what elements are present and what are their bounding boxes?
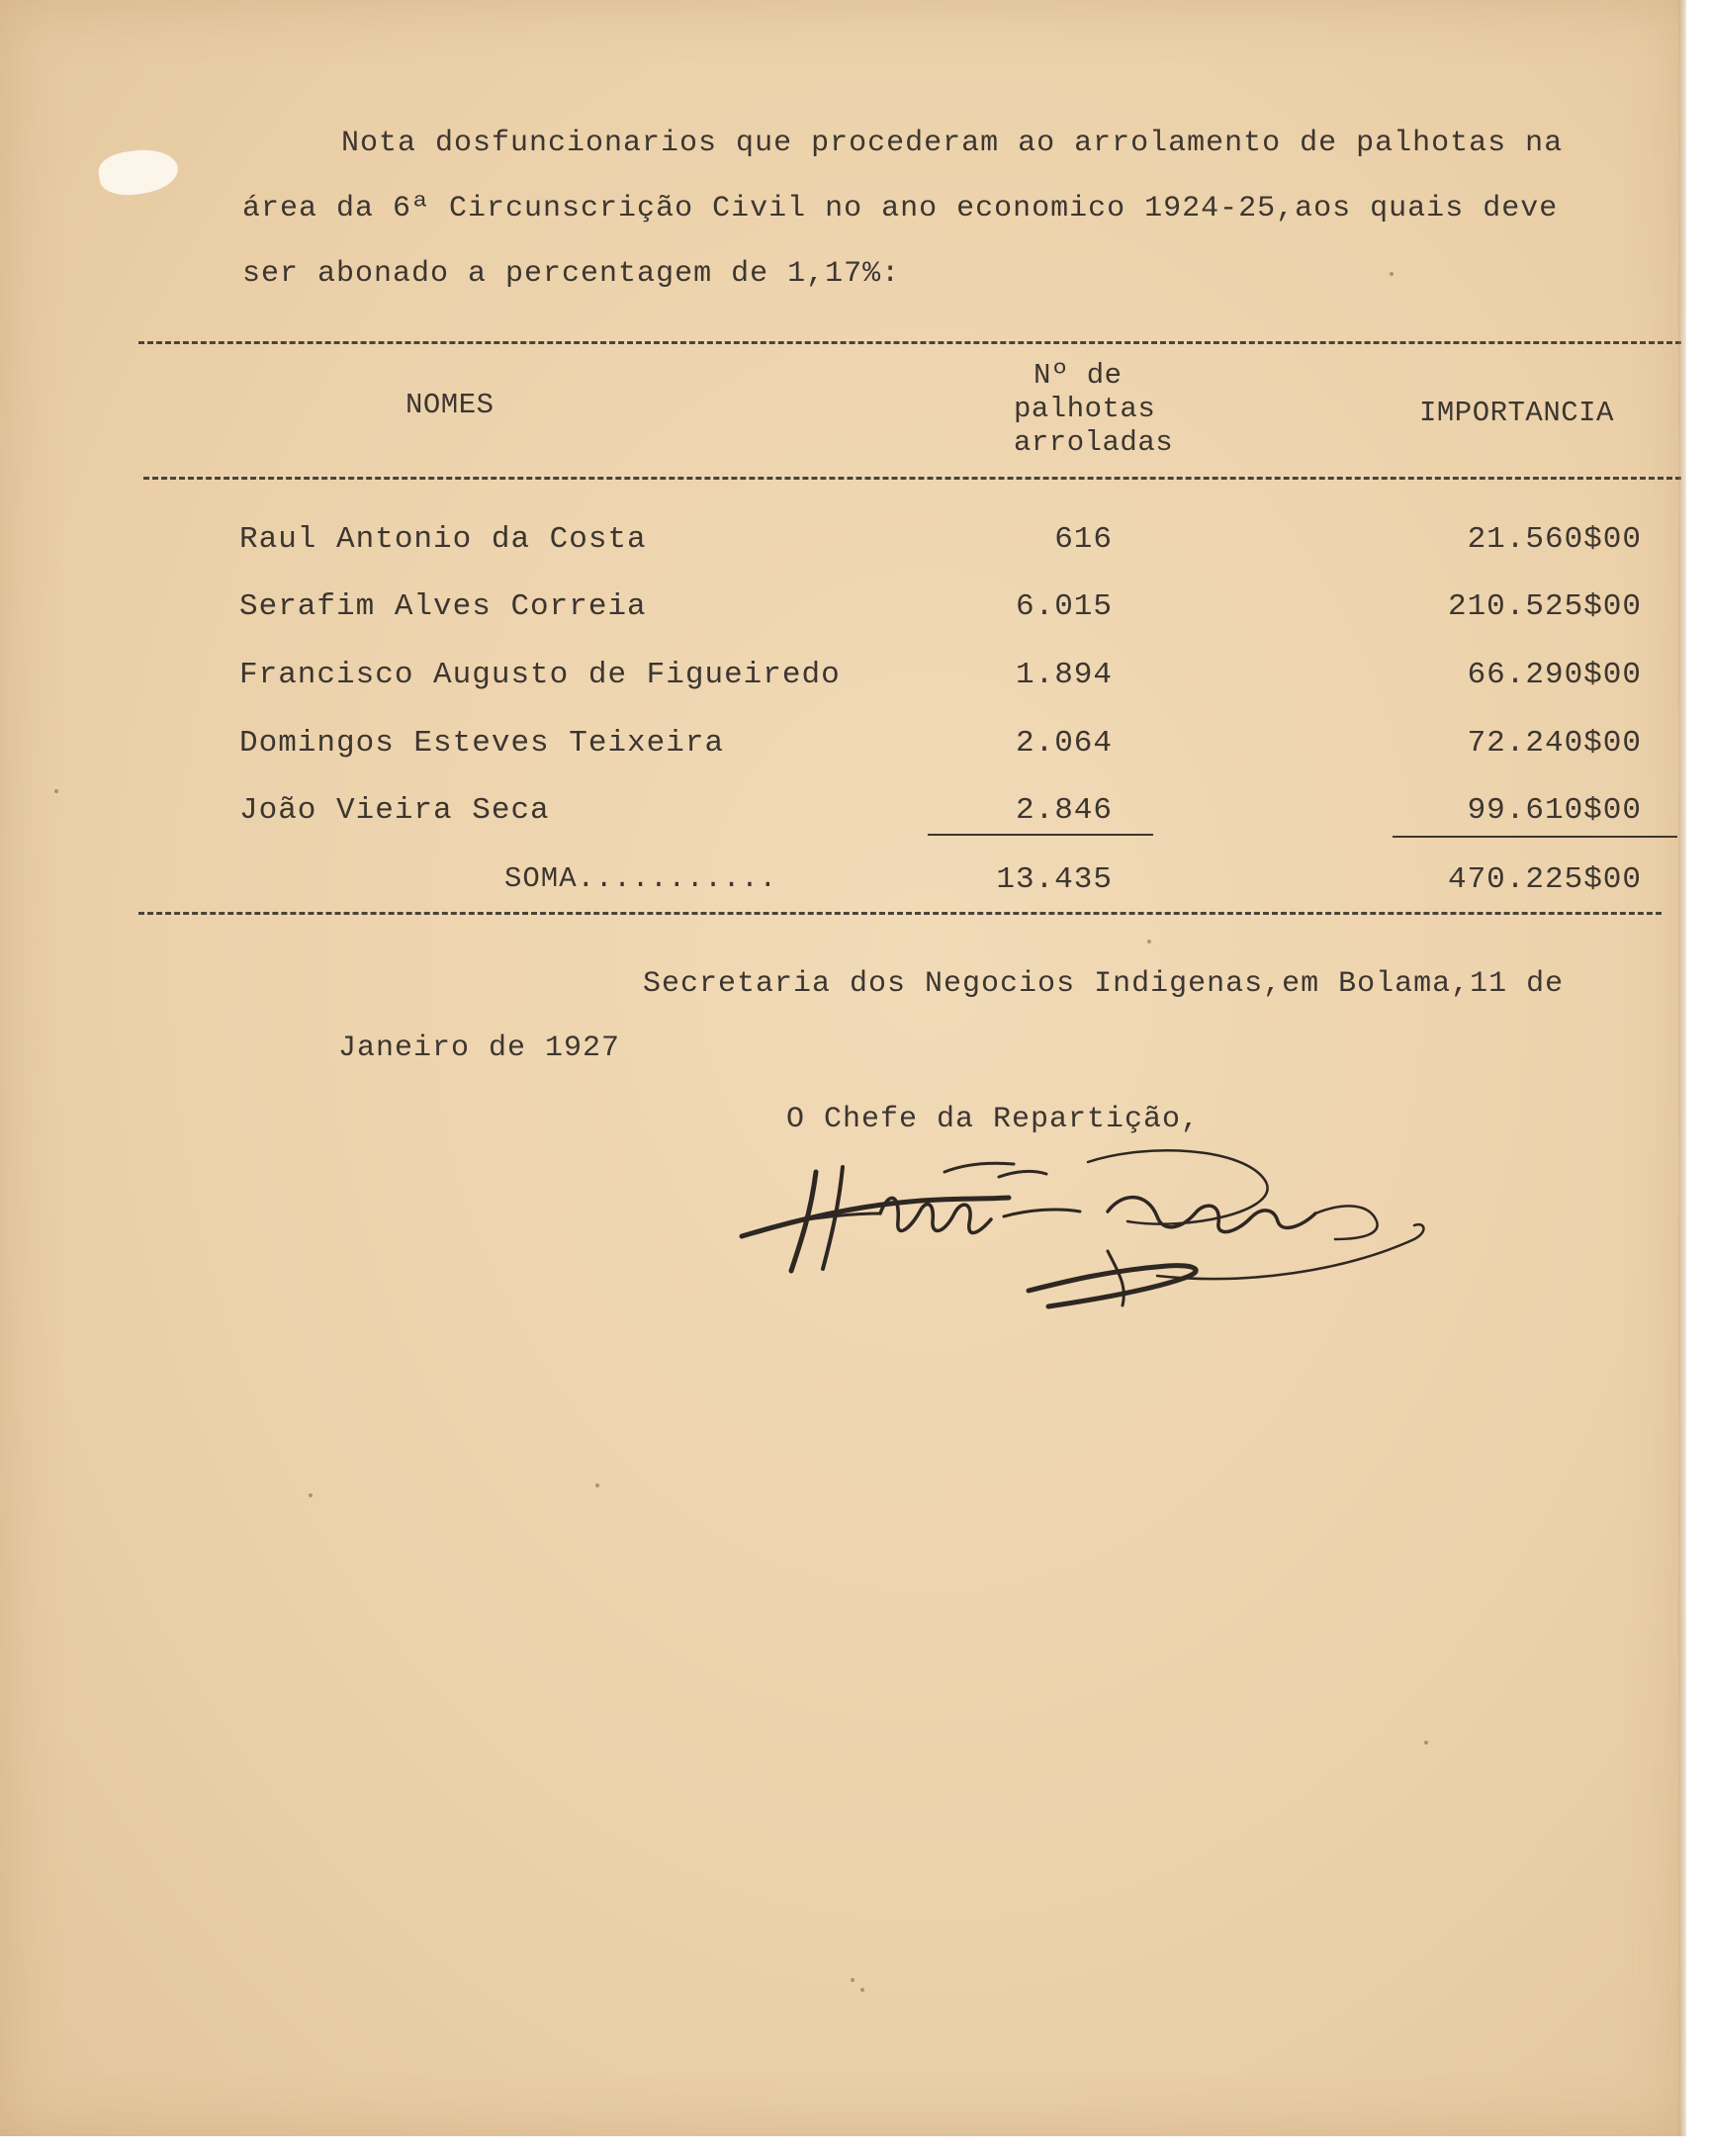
amount-sum-underline [1393, 836, 1677, 838]
intro-line-2: área da 6ª Circunscrição Civil no ano economico 1924-25,aos quais deve [242, 192, 1559, 225]
row-amount: 99.610$00 [1467, 793, 1642, 828]
row-qty: 616 [1054, 522, 1113, 557]
table-top-rule [138, 341, 1681, 344]
intro-paragraph [242, 111, 1676, 307]
header-qty-line-1: Nº de [1034, 359, 1123, 392]
qty-sum-underline [928, 834, 1153, 836]
header-qty-line-3: arroladas [1014, 426, 1174, 459]
row-name: Serafim Alves Correia [239, 589, 647, 624]
row-name: Raul Antonio da Costa [239, 522, 647, 557]
row-amount: 66.290$00 [1467, 658, 1642, 692]
row-name: Francisco Augusto de Figueiredo [239, 658, 841, 692]
handwritten-signature [732, 1123, 1444, 1330]
table-row [0, 522, 1681, 582]
signatory-title: O Chefe da Repartição, [786, 1103, 1201, 1136]
row-name: Domingos Esteves Teixeira [239, 726, 725, 761]
table-row [0, 726, 1681, 785]
paper-tear [96, 145, 180, 200]
table-bottom-rule [138, 912, 1662, 915]
intro-line-3: ser abonado a percentagem de 1,17%: [242, 257, 901, 291]
place-date-line-2: Janeiro de 1927 [338, 1032, 621, 1065]
row-qty: 1.894 [1015, 658, 1113, 692]
table-row [0, 658, 1681, 717]
total-amount: 470.225$00 [1447, 862, 1642, 897]
row-name: João Vieira Seca [239, 793, 550, 828]
row-amount: 72.240$00 [1467, 726, 1642, 761]
intro-line-1: Nota dosfuncionarios que procederam ao arrolamento de palhotas na [341, 127, 1564, 160]
row-amount: 21.560$00 [1467, 522, 1642, 557]
total-label: SOMA........... [504, 862, 778, 895]
header-amount: IMPORTANCIA [1419, 397, 1614, 429]
total-qty: 13.435 [996, 862, 1113, 897]
header-names: NOMES [405, 389, 495, 421]
row-qty: 6.015 [1015, 589, 1113, 624]
place-date-line-1: Secretaria dos Negocios Indigenas,em Bolama,11 de [643, 967, 1565, 1001]
row-amount: 210.525$00 [1447, 589, 1642, 624]
table-row [0, 793, 1681, 853]
header-qty-line-2: palhotas [1014, 393, 1156, 425]
header-bottom-rule [143, 477, 1681, 480]
table-row [0, 589, 1681, 649]
row-qty: 2.064 [1015, 726, 1113, 761]
row-qty: 2.846 [1015, 793, 1113, 828]
